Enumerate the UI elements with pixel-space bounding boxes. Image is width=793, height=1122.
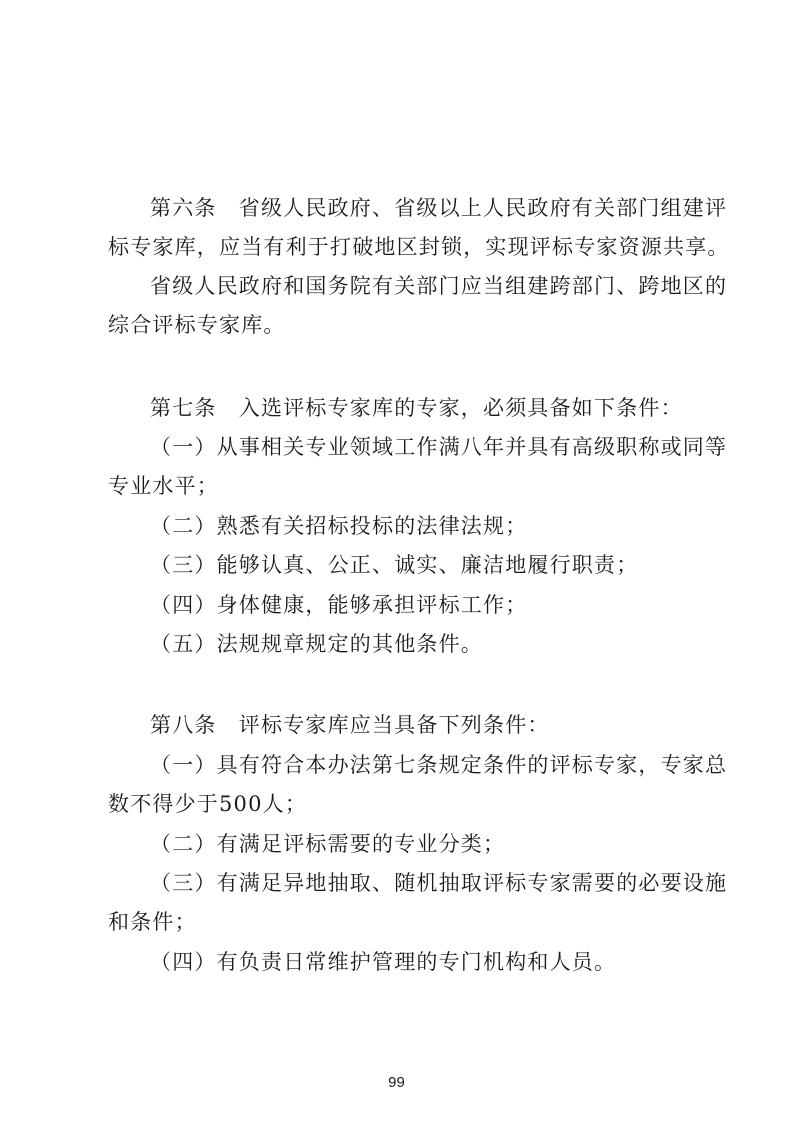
article-7-item-1-line-2: 专业水平； — [108, 474, 219, 498]
article-7-item-1-line-1: （一）从事相关专业领域工作满八年并具有高级职称或同等 — [150, 435, 728, 459]
article-6-paragraph-2-line-2: 综合评标专家库。 — [108, 313, 286, 337]
page-number: 99 — [388, 1074, 405, 1091]
article-6-paragraph-2-line-1: 省级人民政府和国务院有关部门应当组建跨部门、跨地区的 — [150, 274, 728, 298]
article-8-heading-line: 第八条 评标专家库应当具备下列条件： — [150, 713, 550, 737]
article-7-item-5: （五）法规规章规定的其他条件。 — [150, 632, 483, 656]
article-8-item-1-line-2: 数不得少于500人； — [108, 792, 308, 816]
article-8-item-3-line-2: 和条件； — [108, 910, 197, 934]
article-8-item-1-line-1: （一）具有符合本办法第七条规定条件的评标专家，专家总 — [150, 753, 728, 777]
article-8-item-3-line-1: （三）有满足异地抽取、随机抽取评标专家需要的必要设施 — [150, 871, 728, 895]
article-8-item-2: （二）有满足评标需要的专业分类； — [150, 832, 506, 856]
article-7-item-2: （二）熟悉有关招标投标的法律法规； — [150, 514, 528, 538]
article-7-item-4: （四）身体健康，能够承担评标工作； — [150, 593, 528, 617]
article-7-heading-line: 第七条 入选评标专家库的专家，必须具备如下条件： — [150, 396, 683, 420]
article-8-item-4: （四）有负责日常维护管理的专门机构和人员。 — [150, 950, 617, 974]
article-6-line-2: 标专家库，应当有利于打破地区封锁，实现评标专家资源共享。 — [108, 235, 730, 259]
article-6-heading-line: 第六条 省级人民政府、省级以上人民政府有关部门组建评 — [150, 196, 728, 220]
article-7-item-3: （三）能够认真、公正、诚实、廉洁地履行职责； — [150, 553, 639, 577]
